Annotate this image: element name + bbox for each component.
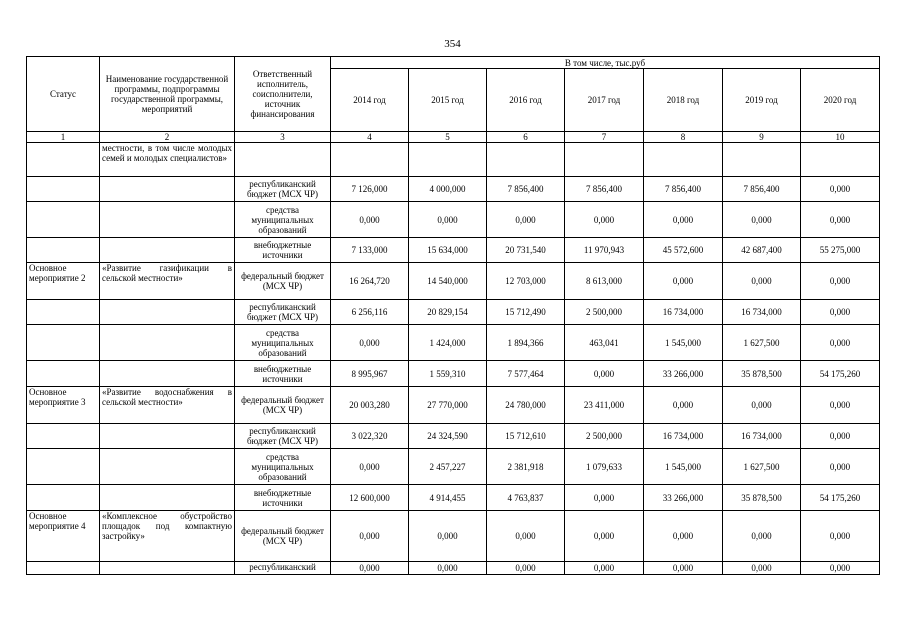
value-cell: 0,000 xyxy=(644,263,723,300)
value-cell: 24 324,590 xyxy=(409,424,487,449)
value-cell: 1 627,500 xyxy=(723,325,801,361)
header-year: 2018 год xyxy=(644,69,723,132)
value-cell: 0,000 xyxy=(644,511,723,562)
value-cell: 16 734,000 xyxy=(644,300,723,325)
source-cell: средства муниципальных образований xyxy=(235,449,331,485)
source-cell: республиканский xyxy=(235,562,331,575)
value-cell: 4 000,000 xyxy=(409,177,487,202)
table-row xyxy=(27,202,880,238)
column-index: 2 xyxy=(100,132,235,143)
value-cell xyxy=(644,143,723,177)
budget-table xyxy=(26,56,880,575)
value-cell: 23 411,000 xyxy=(565,387,644,424)
value-cell: 0,000 xyxy=(723,387,801,424)
value-cell: 12 703,000 xyxy=(487,263,565,300)
value-cell: 2 500,000 xyxy=(565,424,644,449)
value-cell: 0,000 xyxy=(487,202,565,238)
table-row xyxy=(27,263,880,300)
value-cell: 0,000 xyxy=(487,511,565,562)
column-index: 9 xyxy=(723,132,801,143)
value-cell: 6 256,116 xyxy=(331,300,409,325)
header-year: 2015 год xyxy=(409,69,487,132)
value-cell: 55 275,000 xyxy=(801,238,880,263)
value-cell: 16 734,000 xyxy=(644,424,723,449)
value-cell: 0,000 xyxy=(801,449,880,485)
value-cell: 7 856,400 xyxy=(487,177,565,202)
header-status: Статус xyxy=(27,57,100,132)
table-row xyxy=(27,562,880,575)
status-cell xyxy=(27,449,100,485)
value-cell: 7 577,464 xyxy=(487,361,565,387)
name-cell xyxy=(100,177,235,202)
value-cell: 35 878,500 xyxy=(723,361,801,387)
value-cell: 0,000 xyxy=(409,562,487,575)
value-cell: 0,000 xyxy=(644,202,723,238)
name-cell xyxy=(100,325,235,361)
value-cell xyxy=(409,143,487,177)
value-cell: 54 175,260 xyxy=(801,361,880,387)
column-index: 3 xyxy=(235,132,331,143)
value-cell: 0,000 xyxy=(331,325,409,361)
source-cell: средства муниципальных образований xyxy=(235,325,331,361)
name-cell xyxy=(100,424,235,449)
status-cell xyxy=(27,143,100,177)
value-cell: 33 266,000 xyxy=(644,485,723,511)
column-index: 4 xyxy=(331,132,409,143)
column-index: 10 xyxy=(801,132,880,143)
column-index: 5 xyxy=(409,132,487,143)
value-cell: 0,000 xyxy=(801,562,880,575)
value-cell: 7 856,400 xyxy=(644,177,723,202)
value-cell: 16 264,720 xyxy=(331,263,409,300)
table-row xyxy=(27,485,880,511)
value-cell: 3 022,320 xyxy=(331,424,409,449)
header-name: Наименование государственной программы, подпрограммы государственной программы, мероприятий xyxy=(100,57,235,132)
value-cell: 20 003,280 xyxy=(331,387,409,424)
value-cell: 0,000 xyxy=(723,263,801,300)
name-cell xyxy=(100,485,235,511)
value-cell: 0,000 xyxy=(801,300,880,325)
value-cell: 0,000 xyxy=(644,387,723,424)
value-cell: 7 856,400 xyxy=(723,177,801,202)
value-cell: 27 770,000 xyxy=(409,387,487,424)
name-cell xyxy=(100,300,235,325)
table-row xyxy=(27,424,880,449)
value-cell: 24 780,000 xyxy=(487,387,565,424)
value-cell: 463,041 xyxy=(565,325,644,361)
name-cell: «Развитие газификации в сельской местности» xyxy=(100,263,235,300)
header-year: 2014 год xyxy=(331,69,409,132)
value-cell: 1 545,000 xyxy=(644,325,723,361)
value-cell: 35 878,500 xyxy=(723,485,801,511)
value-cell: 1 627,500 xyxy=(723,449,801,485)
value-cell: 0,000 xyxy=(331,202,409,238)
value-cell xyxy=(565,143,644,177)
status-cell xyxy=(27,562,100,575)
value-cell: 1 559,310 xyxy=(409,361,487,387)
source-cell: внебюджетные источники xyxy=(235,238,331,263)
value-cell: 4 914,455 xyxy=(409,485,487,511)
table-row xyxy=(27,177,880,202)
source-cell: республиканский бюджет (МСХ ЧР) xyxy=(235,177,331,202)
value-cell: 7 126,000 xyxy=(331,177,409,202)
value-cell: 0,000 xyxy=(565,202,644,238)
value-cell: 2 381,918 xyxy=(487,449,565,485)
header-year: 2019 год xyxy=(723,69,801,132)
value-cell: 1 545,000 xyxy=(644,449,723,485)
value-cell: 0,000 xyxy=(801,424,880,449)
value-cell: 4 763,837 xyxy=(487,485,565,511)
source-cell: республиканский бюджет (МСХ ЧР) xyxy=(235,424,331,449)
value-cell: 0,000 xyxy=(565,361,644,387)
column-index-row xyxy=(27,132,880,143)
status-cell xyxy=(27,300,100,325)
value-cell xyxy=(801,143,880,177)
value-cell: 8 995,967 xyxy=(331,361,409,387)
value-cell: 2 500,000 xyxy=(565,300,644,325)
table-row xyxy=(27,300,880,325)
value-cell: 7 856,400 xyxy=(565,177,644,202)
value-cell xyxy=(331,143,409,177)
column-index: 6 xyxy=(487,132,565,143)
value-cell xyxy=(723,143,801,177)
status-cell xyxy=(27,424,100,449)
value-cell: 15 712,610 xyxy=(487,424,565,449)
source-cell: внебюджетные источники xyxy=(235,485,331,511)
value-cell: 1 424,000 xyxy=(409,325,487,361)
value-cell: 7 133,000 xyxy=(331,238,409,263)
value-cell: 0,000 xyxy=(801,325,880,361)
source-cell: федеральный бюджет (МСХ ЧР) xyxy=(235,387,331,424)
source-cell: федеральный бюджет (МСХ ЧР) xyxy=(235,511,331,562)
value-cell: 0,000 xyxy=(644,562,723,575)
value-cell: 15 712,490 xyxy=(487,300,565,325)
table-row xyxy=(27,511,880,562)
table-row xyxy=(27,143,880,177)
value-cell: 0,000 xyxy=(409,511,487,562)
name-cell xyxy=(100,202,235,238)
value-cell: 54 175,260 xyxy=(801,485,880,511)
value-cell: 20 829,154 xyxy=(409,300,487,325)
status-cell xyxy=(27,485,100,511)
source-cell: республиканский бюджет (МСХ ЧР) xyxy=(235,300,331,325)
value-cell: 0,000 xyxy=(723,562,801,575)
value-cell: 15 634,000 xyxy=(409,238,487,263)
status-cell: Основное мероприятие 2 xyxy=(27,263,100,300)
value-cell: 16 734,000 xyxy=(723,424,801,449)
name-cell: «Развитие водоснабжения в сельской местности» xyxy=(100,387,235,424)
status-cell: Основное мероприятие 3 xyxy=(27,387,100,424)
value-cell: 11 970,943 xyxy=(565,238,644,263)
header-year: 2020 год xyxy=(801,69,880,132)
status-cell xyxy=(27,177,100,202)
value-cell: 8 613,000 xyxy=(565,263,644,300)
value-cell: 0,000 xyxy=(331,511,409,562)
value-cell: 0,000 xyxy=(565,562,644,575)
name-cell xyxy=(100,238,235,263)
status-cell xyxy=(27,238,100,263)
value-cell: 16 734,000 xyxy=(723,300,801,325)
value-cell: 0,000 xyxy=(331,562,409,575)
status-cell xyxy=(27,202,100,238)
value-cell: 42 687,400 xyxy=(723,238,801,263)
column-index: 7 xyxy=(565,132,644,143)
value-cell: 0,000 xyxy=(723,202,801,238)
value-cell: 0,000 xyxy=(331,449,409,485)
header-year: 2016 год xyxy=(487,69,565,132)
value-cell: 0,000 xyxy=(565,511,644,562)
status-cell xyxy=(27,325,100,361)
value-cell: 1 894,366 xyxy=(487,325,565,361)
value-cell: 20 731,540 xyxy=(487,238,565,263)
header-total: В том числе, тыс.руб xyxy=(331,57,880,69)
value-cell: 1 079,633 xyxy=(565,449,644,485)
source-cell xyxy=(235,143,331,177)
name-cell: местности, в том числе молодых семей и молодых специалистов» xyxy=(100,143,235,177)
value-cell: 0,000 xyxy=(801,387,880,424)
value-cell: 0,000 xyxy=(487,562,565,575)
source-cell: федеральный бюджет (МСХ ЧР) xyxy=(235,263,331,300)
value-cell: 12 600,000 xyxy=(331,485,409,511)
name-cell: «Комплексное обустройство площадок под компактную застройку» xyxy=(100,511,235,562)
table-row xyxy=(27,361,880,387)
value-cell: 0,000 xyxy=(801,511,880,562)
value-cell: 0,000 xyxy=(723,511,801,562)
table-row xyxy=(27,238,880,263)
table-row xyxy=(27,387,880,424)
header-executor: Ответственный исполнитель, соисполнители, источник финансирования xyxy=(235,57,331,132)
value-cell: 2 457,227 xyxy=(409,449,487,485)
value-cell: 45 572,600 xyxy=(644,238,723,263)
value-cell: 33 266,000 xyxy=(644,361,723,387)
column-index: 1 xyxy=(27,132,100,143)
value-cell: 14 540,000 xyxy=(409,263,487,300)
value-cell: 0,000 xyxy=(565,485,644,511)
value-cell: 0,000 xyxy=(801,202,880,238)
column-index: 8 xyxy=(644,132,723,143)
table-row xyxy=(27,449,880,485)
value-cell: 0,000 xyxy=(801,177,880,202)
page-number: 354 xyxy=(444,38,461,50)
name-cell xyxy=(100,449,235,485)
name-cell xyxy=(100,562,235,575)
status-cell: Основное мероприятие 4 xyxy=(27,511,100,562)
header-year: 2017 год xyxy=(565,69,644,132)
name-cell xyxy=(100,361,235,387)
value-cell: 0,000 xyxy=(409,202,487,238)
source-cell: средства муниципальных образований xyxy=(235,202,331,238)
status-cell xyxy=(27,361,100,387)
value-cell xyxy=(487,143,565,177)
value-cell: 0,000 xyxy=(801,263,880,300)
source-cell: внебюджетные источники xyxy=(235,361,331,387)
table-row xyxy=(27,325,880,361)
